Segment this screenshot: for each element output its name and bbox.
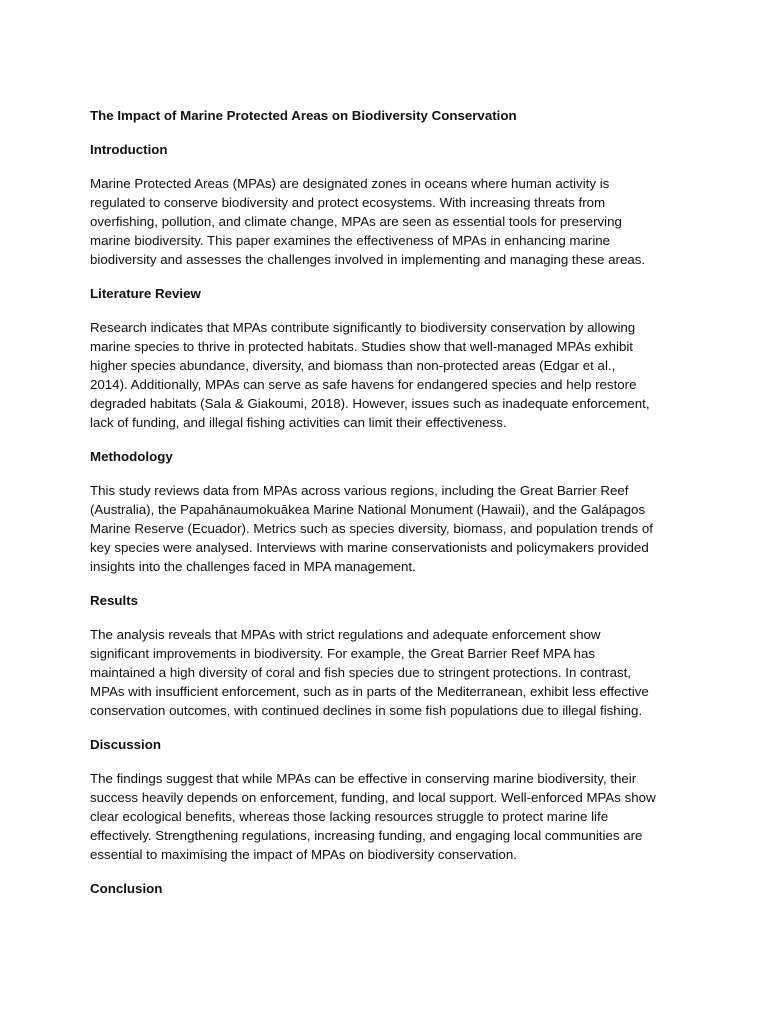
section-paragraph bbox=[90, 318, 690, 432]
section-heading: Discussion bbox=[90, 737, 161, 752]
paragraph-line: key species were analysed. Interviews with marine conservationists and policymakers provided bbox=[90, 540, 649, 555]
section-paragraph bbox=[90, 769, 690, 864]
paragraph-line: degraded habitats (Sala & Giakoumi, 2018). However, issues such as inadequate enforcement, bbox=[90, 396, 650, 411]
section-heading: Introduction bbox=[90, 142, 168, 157]
document-page bbox=[90, 106, 690, 913]
section-paragraph bbox=[90, 481, 690, 576]
section-heading: Conclusion bbox=[90, 881, 163, 896]
section-heading: Literature Review bbox=[90, 286, 201, 301]
paragraph-line: 2014). Additionally, MPAs can serve as safe havens for endangered species and help restore bbox=[90, 377, 637, 392]
section-paragraph bbox=[90, 625, 690, 720]
document-title: The Impact of Marine Protected Areas on Biodiversity Conservation bbox=[90, 108, 517, 123]
section-paragraph bbox=[90, 174, 690, 269]
paragraph-line: The analysis reveals that MPAs with strict regulations and adequate enforcement show bbox=[90, 627, 601, 642]
paragraph-line: overfishing, pollution, and climate change, MPAs are seen as essential tools for preserving bbox=[90, 214, 622, 229]
section-literature-review bbox=[90, 284, 690, 432]
paragraph-line: Marine Reserve (Ecuador). Metrics such as species diversity, biomass, and population trends of bbox=[90, 521, 653, 536]
paragraph-line: conservation outcomes, with continued declines in some fish populations due to illegal fishing. bbox=[90, 703, 643, 718]
paragraph-line: biodiversity and assesses the challenges involved in implementing and managing these areas. bbox=[90, 252, 646, 267]
paragraph-line: Marine Protected Areas (MPAs) are designated zones in oceans where human activity is bbox=[90, 176, 610, 191]
paragraph-line: essential to maximising the impact of MPAs on biodiversity conservation. bbox=[90, 847, 517, 862]
paragraph-line: marine biodiversity. This paper examines the effectiveness of MPAs in enhancing marine bbox=[90, 233, 611, 248]
section-conclusion bbox=[90, 879, 690, 898]
paragraph-line: lack of funding, and illegal fishing activities can limit their effectiveness. bbox=[90, 415, 507, 430]
section-heading: Results bbox=[90, 593, 139, 608]
paragraph-line: insights into the challenges faced in MPA management. bbox=[90, 559, 416, 574]
paragraph-line: MPAs with insufficient enforcement, such as in parts of the Mediterranean, exhibit less effective bbox=[90, 684, 649, 699]
paragraph-line: effectively. Strengthening regulations, increasing funding, and engaging local communities are bbox=[90, 828, 643, 843]
paragraph-line: This study reviews data from MPAs across various regions, including the Great Barrier Reef bbox=[90, 483, 629, 498]
section-results bbox=[90, 591, 690, 720]
section-discussion bbox=[90, 735, 690, 864]
paragraph-line: significant improvements in biodiversity. For example, the Great Barrier Reef MPA has bbox=[90, 646, 595, 661]
paragraph-line: higher species abundance, diversity, and biomass than non-protected areas (Edgar et al., bbox=[90, 358, 616, 373]
section-heading: Methodology bbox=[90, 449, 173, 464]
paragraph-line: Research indicates that MPAs contribute significantly to biodiversity conservation by allowing bbox=[90, 320, 636, 335]
paragraph-line: maintained a high diversity of coral and fish species due to stringent protections. In contrast, bbox=[90, 665, 632, 680]
section-introduction bbox=[90, 140, 690, 269]
section-methodology bbox=[90, 447, 690, 576]
paragraph-line: regulated to conserve biodiversity and protect ecosystems. With increasing threats from bbox=[90, 195, 606, 210]
paragraph-line: The findings suggest that while MPAs can be effective in conserving marine biodiversity, their bbox=[90, 771, 637, 786]
paragraph-line: marine species to thrive in protected habitats. Studies show that well-managed MPAs exhibit bbox=[90, 339, 633, 354]
paragraph-line: (Australia), the Papahānaumokuākea Marine National Monument (Hawaii), and the Galápagos bbox=[90, 502, 646, 517]
paragraph-line: success heavily depends on enforcement, funding, and local support. Well-enforced MPAs show bbox=[90, 790, 656, 805]
paragraph-line: clear ecological benefits, whereas those lacking resources struggle to protect marine life bbox=[90, 809, 609, 824]
